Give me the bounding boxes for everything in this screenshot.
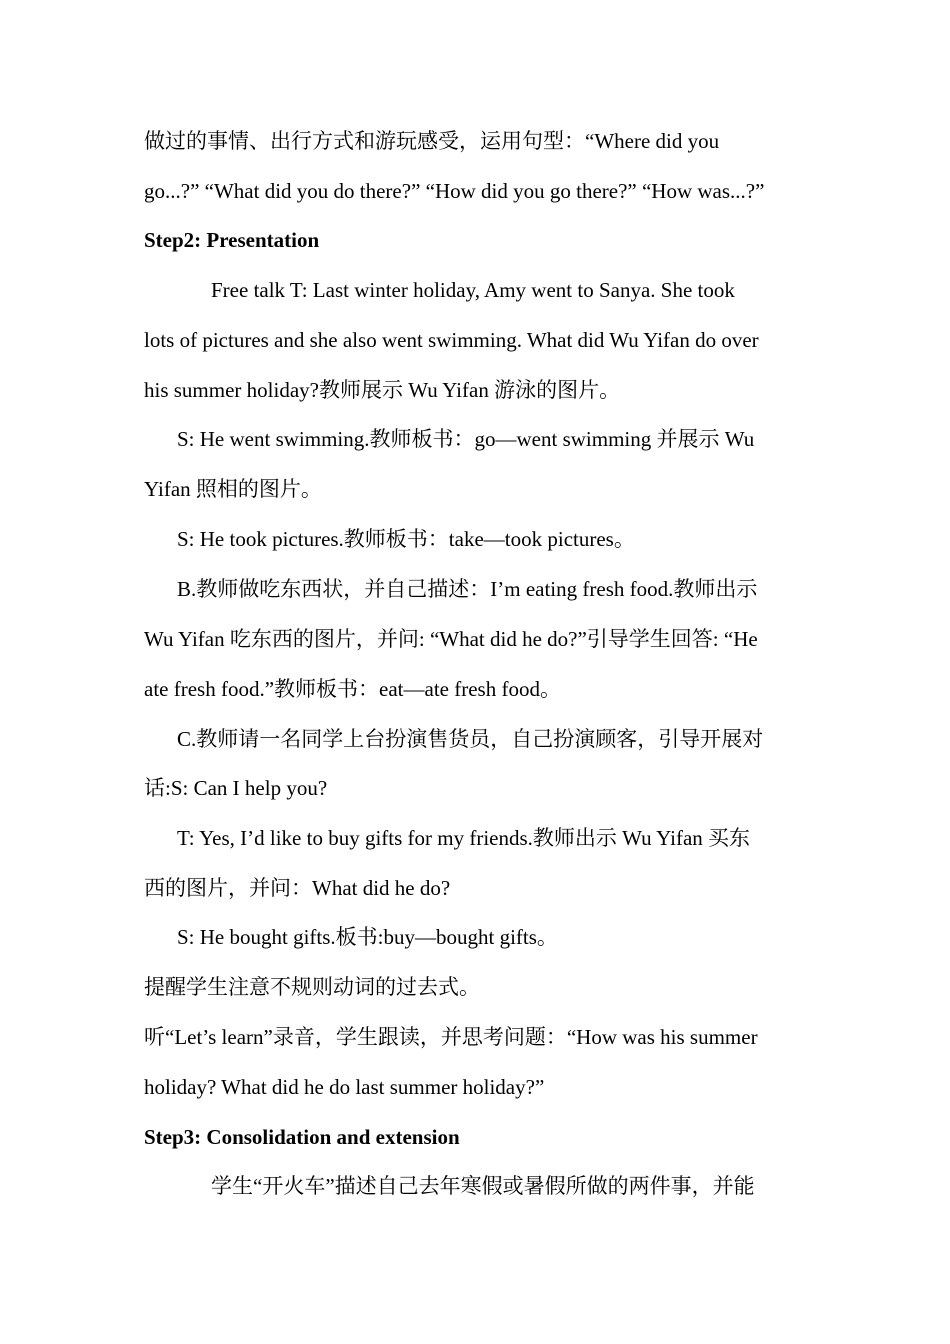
paragraph-line: 听“Let’s learn”录音，学生跟读，并思考问题：“How was his summer	[144, 1025, 758, 1049]
paragraph-line: 话:S: Can I help you?	[144, 776, 328, 800]
paragraph-line: 学生“开火车”描述自己去年寒假或暑假所做的两件事，并能	[211, 1174, 755, 1198]
paragraph-line: Yifan 照相的图片。	[144, 477, 322, 501]
paragraph-line: holiday? What did he do last summer holiday?”	[144, 1075, 545, 1099]
paragraph-line: 做过的事情、出行方式和游玩感受，运用句型：“Where did you	[144, 129, 720, 153]
paragraph-line: ate fresh food.”教师板书：eat—ate fresh food。	[144, 677, 561, 701]
paragraph-line: 提醒学生注意不规则动词的过去式。	[144, 975, 480, 999]
paragraph-line: 西的图片，并问：What did he do?	[144, 876, 451, 900]
paragraph-line: T: Yes, I’d like to buy gifts for my friends.教师出示 Wu Yifan 买东	[177, 826, 751, 850]
paragraph-line: B.教师做吃东西状，并自己描述：I’m eating fresh food.教师出示	[177, 577, 758, 601]
paragraph-line: go...?” “What did you do there?” “How did you go there?” “How was...?”	[144, 179, 765, 203]
paragraph-line: lots of pictures and she also went swimming. What did Wu Yifan do over	[144, 328, 759, 352]
section-heading-step2: Step2: Presentation	[144, 228, 320, 252]
paragraph-line: S: He bought gifts.板书:buy—bought gifts。	[177, 925, 558, 949]
paragraph-line: Free talk T: Last winter holiday, Amy went to Sanya. She took	[211, 278, 735, 302]
paragraph-line: S: He went swimming.教师板书：go—went swimming 并展示 Wu	[177, 427, 755, 451]
paragraph-line: C.教师请一名同学上台扮演售货员，自己扮演顾客，引导开展对	[177, 727, 764, 751]
paragraph-line: his summer holiday?教师展示 Wu Yifan 游泳的图片。	[144, 378, 621, 402]
paragraph-line: S: He took pictures.教师板书：take—took pictures。	[177, 527, 635, 551]
paragraph-line: Wu Yifan 吃东西的图片，并问: “What did he do?”引导学生回答: “He	[144, 627, 758, 651]
section-heading-step3: Step3: Consolidation and extension	[144, 1125, 460, 1149]
